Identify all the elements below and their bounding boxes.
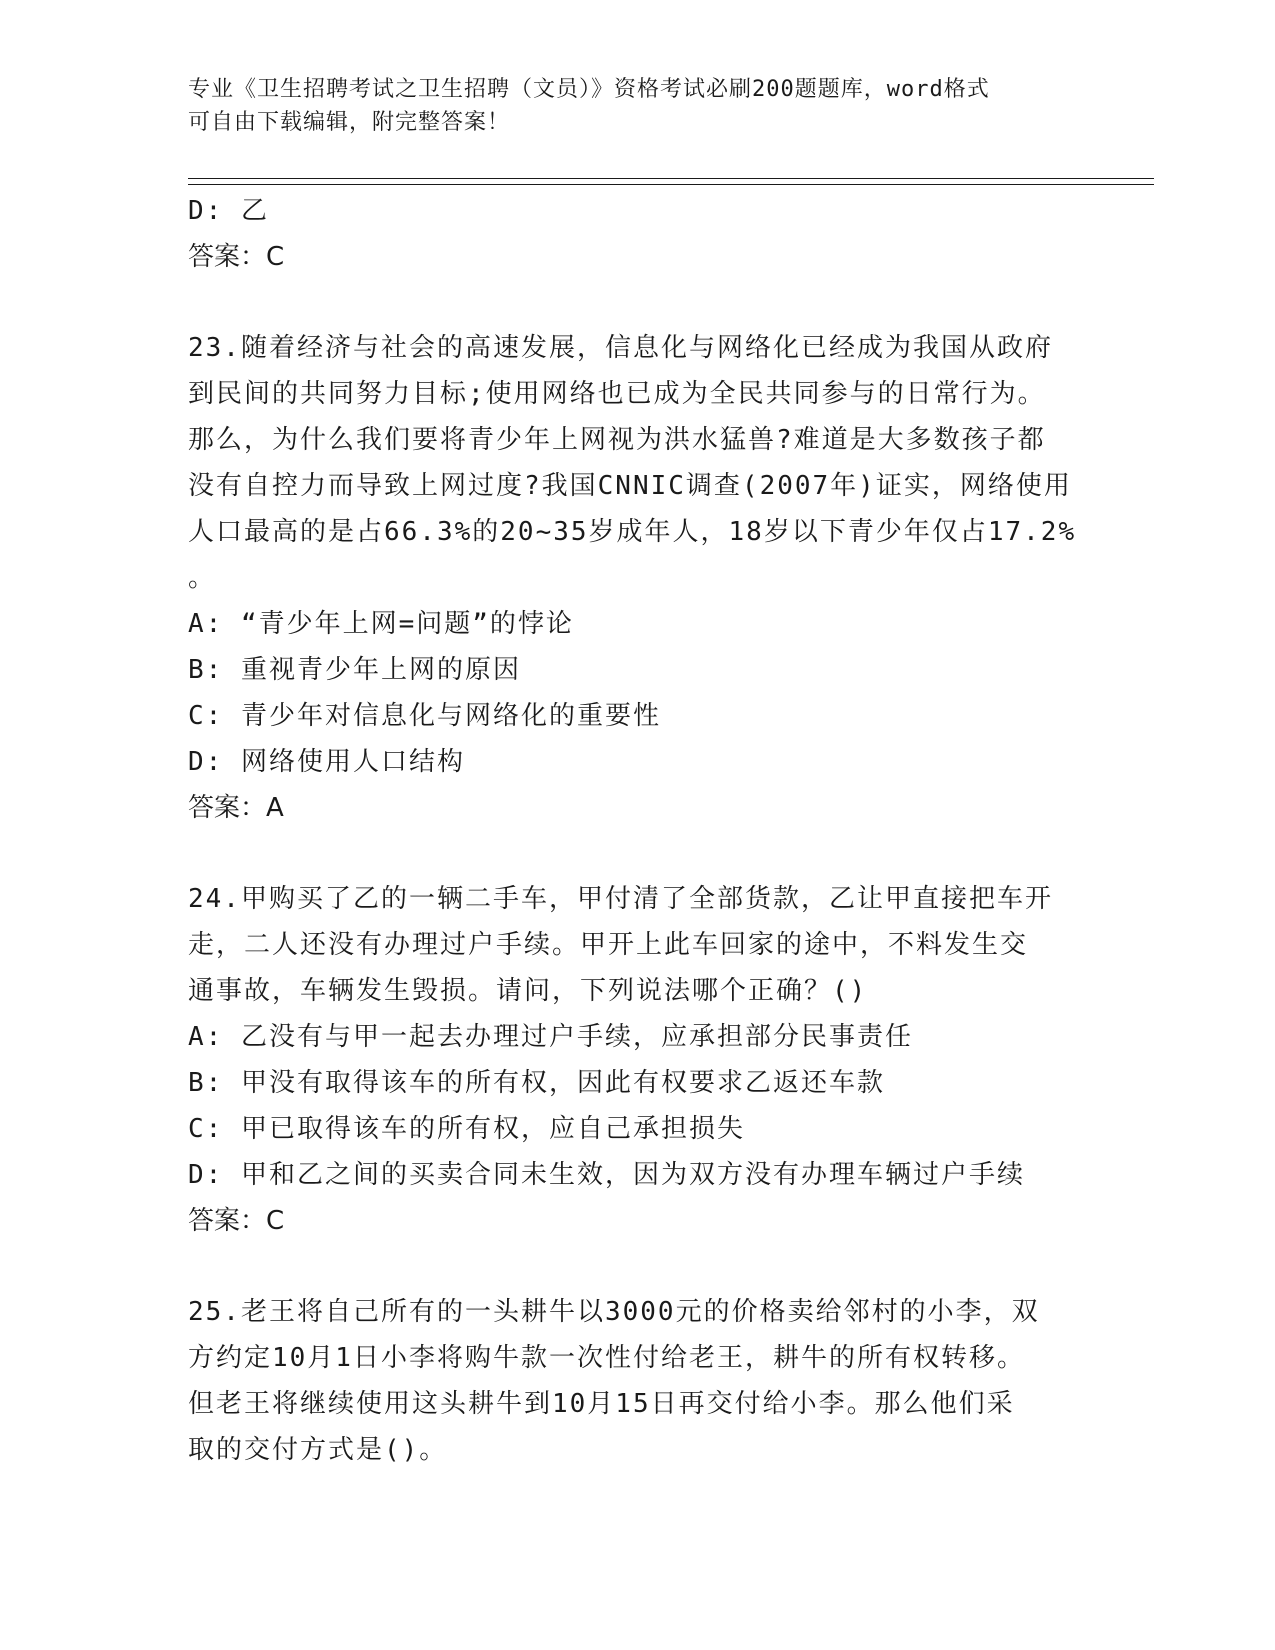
question-24 xyxy=(188,876,1088,1244)
document-body xyxy=(188,188,1088,1473)
question-stem-line: 到民间的共同努力目标;使用网络也已成为全民共同参与的日常行为。 xyxy=(188,379,1046,409)
page-header xyxy=(188,73,1068,139)
option-d: D: 甲和乙之间的买卖合同未生效，因为双方没有办理车辆过户手续 xyxy=(188,1160,1025,1190)
option-c: C: 甲已取得该车的所有权，应自己承担损失 xyxy=(188,1114,745,1144)
answer-line: 答案：A xyxy=(188,793,284,823)
option-d: D: 网络使用人口结构 xyxy=(188,747,465,777)
question-stem-line: 通事故，车辆发生毁损。请问，下列说法哪个正确？() xyxy=(188,976,868,1006)
question-stem-line: 24.甲购买了乙的一辆二手车，甲付清了全部货款，乙让甲直接把车开 xyxy=(188,884,1053,914)
question-stem-line: 25.老王将自己所有的一头耕牛以3000元的价格卖给邻村的小李，双 xyxy=(188,1297,1040,1327)
question-stem-line: 人口最高的是占66.3%的20~35岁成年人，18岁以下青少年仅占17.2% xyxy=(188,517,1077,547)
option-b: B: 甲没有取得该车的所有权，因此有权要求乙返还车款 xyxy=(188,1068,885,1098)
previous-question-tail xyxy=(188,188,1088,280)
question-stem-line: 方约定10月1日小李将购牛款一次性付给老王，耕牛的所有权转移。 xyxy=(188,1343,1025,1373)
option-a: A: 乙没有与甲一起去办理过户手续，应承担部分民事责任 xyxy=(188,1022,913,1052)
answer-line: 答案：C xyxy=(188,242,285,272)
question-stem-line: 23.随着经济与社会的高速发展，信息化与网络化已经成为我国从政府 xyxy=(188,333,1053,363)
question-stem-line: 那么，为什么我们要将青少年上网视为洪水猛兽?难道是大多数孩子都 xyxy=(188,425,1046,455)
option-d: D: 乙 xyxy=(188,196,269,226)
question-stem-line: 取的交付方式是()。 xyxy=(188,1435,448,1465)
header-divider xyxy=(188,178,1154,185)
question-25 xyxy=(188,1289,1088,1473)
question-23 xyxy=(188,325,1088,831)
option-c: C: 青少年对信息化与网络化的重要性 xyxy=(188,701,661,731)
question-stem-line: 走，二人还没有办理过户手续。甲开上此车回家的途中，不料发生交 xyxy=(188,930,1029,960)
option-a: A: “青少年上网=问题”的悖论 xyxy=(188,609,574,639)
header-line: 专业《卫生招聘考试之卫生招聘（文员）》资格考试必刷200题题库，word格式 xyxy=(188,77,990,102)
question-stem-line: 。 xyxy=(188,563,217,593)
question-stem-line: 但老王将继续使用这头耕牛到10月15日再交付给小李。那么他们采 xyxy=(188,1389,1015,1419)
answer-line: 答案：C xyxy=(188,1206,285,1236)
question-stem-line: 没有自控力而导致上网过度?我国CNNIC调查(2007年)证实，网络使用 xyxy=(188,471,1072,501)
option-b: B: 重视青少年上网的原因 xyxy=(188,655,521,685)
header-line: 可自由下载编辑，附完整答案！ xyxy=(188,110,511,135)
